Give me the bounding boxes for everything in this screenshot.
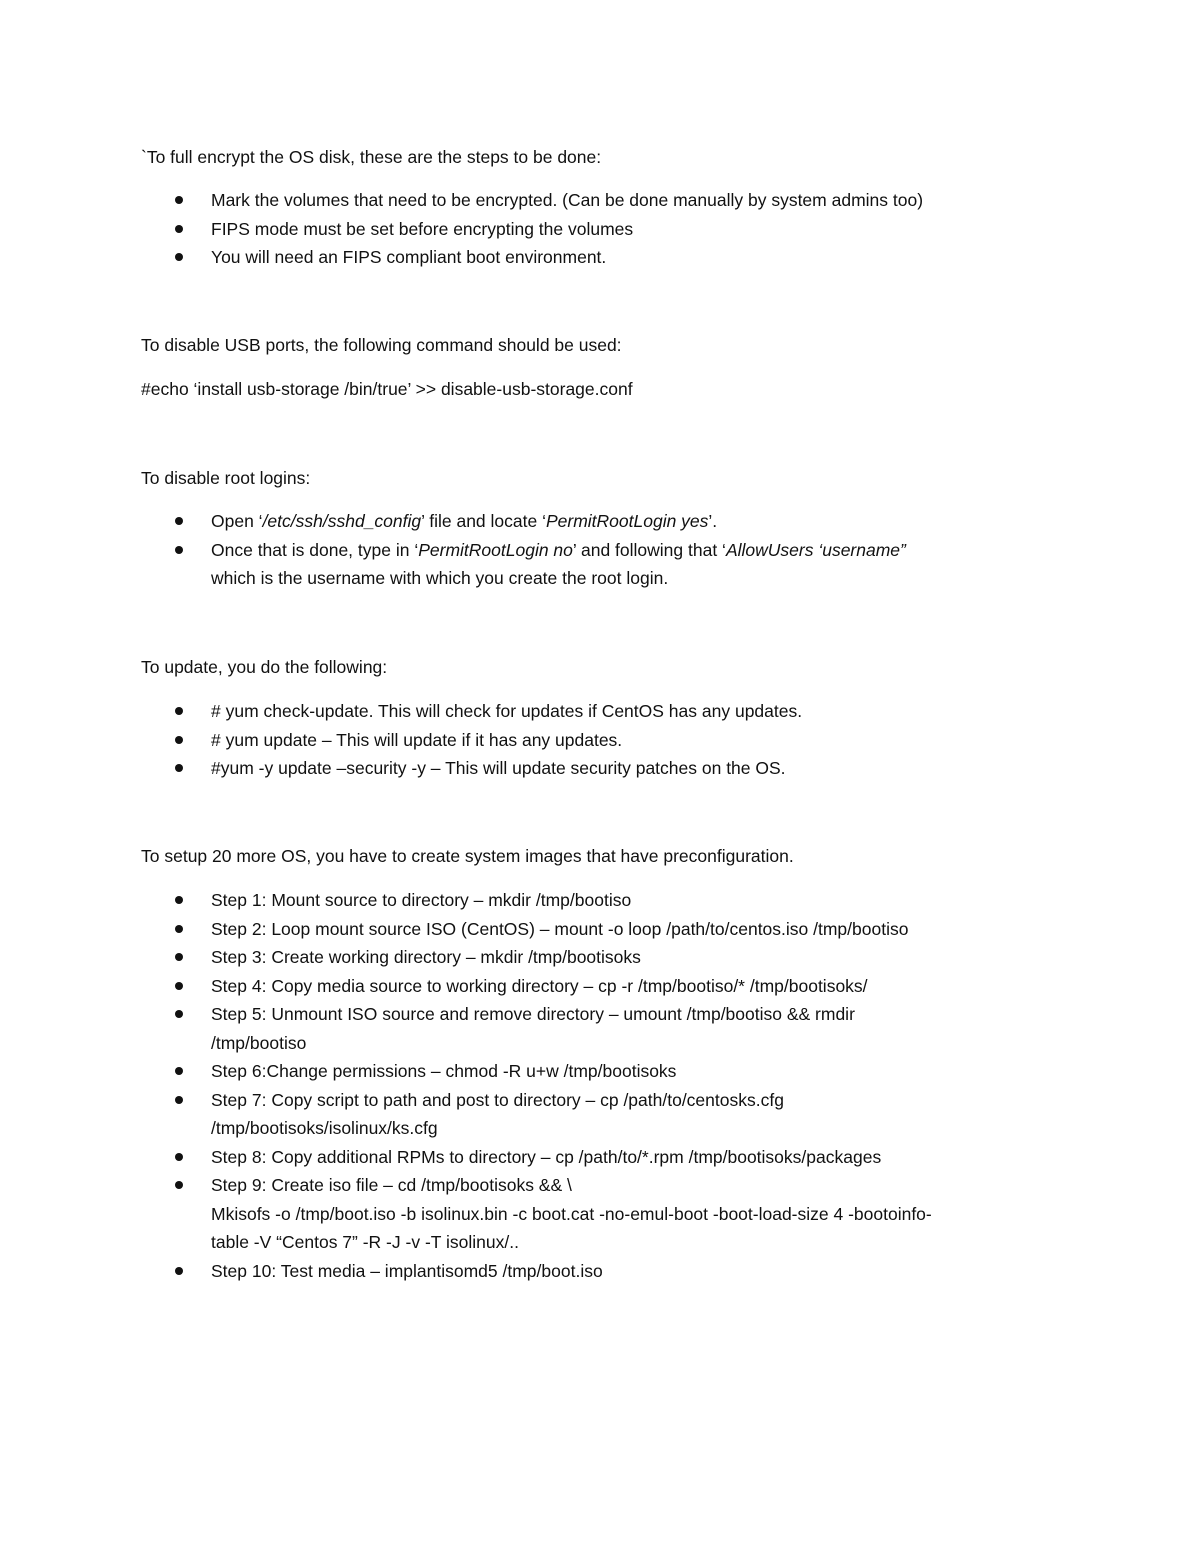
list-item (141, 886, 1071, 915)
step-text: Step 6:Change permissions – chmod -R u+w /tmp/bootisoks (211, 1061, 677, 1081)
bullet-icon (175, 253, 183, 261)
list-item (141, 1086, 1071, 1143)
setup-list (141, 886, 1071, 1285)
setup-intro: To setup 20 more OS, you have to create system images that have preconfiguration. (141, 846, 794, 866)
list-item: Open ‘/etc/ssh/sshd_config’ file and locate ‘PermitRootLogin yes’. (141, 507, 1071, 536)
root-list (141, 507, 1071, 593)
bullet-icon (175, 925, 183, 933)
step-text: table -V “Centos 7” -R -J -v -T isolinux/.. (211, 1232, 519, 1252)
step-text: Step 9: Create iso file – cd /tmp/bootisoks && \ (211, 1175, 572, 1195)
root-intro: To disable root logins: (141, 468, 311, 488)
list-item (141, 1143, 1071, 1172)
update-list (141, 697, 1071, 783)
bullet-icon (175, 1267, 183, 1275)
step-text: Step 2: Loop mount source ISO (CentOS) – mount -o loop /path/to/centos.iso /tmp/bootiso (211, 918, 909, 939)
bullet-icon (175, 982, 183, 990)
bullet-icon (175, 1153, 183, 1161)
list-item (141, 1000, 1071, 1057)
step-text: Step 8: Copy additional RPMs to directory – cp /path/to/*.rpm /tmp/bootisoks/packages (211, 1146, 882, 1167)
step-text: Step 10: Test media – implantisomd5 /tmp/boot.iso (211, 1260, 603, 1281)
step-text: Step 7: Copy script to path and post to directory – cp /path/to/centosks.cfg (211, 1089, 784, 1110)
bullet-icon (175, 1067, 183, 1075)
list-item (141, 943, 1071, 972)
list-item: Mark the volumes that need to be encrypted. (Can be done manually by system admins too) (141, 186, 1071, 215)
step-text: /tmp/bootiso (211, 1032, 307, 1053)
step-text: Step 4: Copy media source to working directory – cp -r /tmp/bootiso/* /tmp/bootisoks/ (211, 975, 868, 996)
list-item (141, 1171, 1071, 1257)
list-item: FIPS mode must be set before encrypting the volumes (141, 215, 1071, 244)
bullet-icon (175, 736, 183, 744)
bullet-icon (175, 225, 183, 233)
list-item: # yum check-update. This will check for updates if CentOS has any updates. (141, 697, 1071, 726)
step-text: /tmp/bootisoks/isolinux/ks.cfg (211, 1118, 438, 1138)
list-item: #yum -y update –security -y – This will update security patches on the OS. (141, 754, 1071, 783)
step-text: Mkisofs -o /tmp/boot.iso -b isolinux.bin -c boot.cat -no-emul-boot -boot-load-size 4 -bootoinfo- (211, 1203, 932, 1224)
usb-command: #echo ‘install usb-storage /bin/true’ >> disable-usb-storage.conf (141, 379, 633, 399)
bullet-icon (175, 1096, 183, 1104)
encrypt-list (141, 186, 1071, 272)
list-item (141, 1257, 1071, 1286)
bullet-icon (175, 1010, 183, 1018)
step-text: Step 5: Unmount ISO source and remove directory – umount /tmp/bootiso && rmdir (211, 1004, 855, 1024)
bullet-icon (175, 953, 183, 961)
step-text: Step 1: Mount source to directory – mkdir /tmp/bootiso (211, 890, 632, 910)
list-item (141, 1057, 1071, 1086)
bullet-icon (175, 517, 183, 525)
list-item (141, 972, 1071, 1001)
bullet-icon (175, 196, 183, 204)
bullet-icon (175, 1181, 183, 1189)
bullet-icon (175, 707, 183, 715)
list-item: You will need an FIPS compliant boot environment. (141, 243, 1071, 272)
encrypt-intro: `To full encrypt the OS disk, these are the steps to be done: (141, 147, 602, 167)
list-item (141, 915, 1071, 944)
step-text: Step 3: Create working directory – mkdir /tmp/bootisoks (211, 947, 641, 967)
list-item: # yum update – This will update if it has any updates. (141, 726, 1071, 755)
list-item: Once that is done, type in ‘PermitRootLogin no’ and following that ‘AllowUsers ‘username” which is the username with which you create the root login. (141, 536, 1071, 593)
bullet-icon (175, 764, 183, 772)
usb-intro: To disable USB ports, the following command should be used: (141, 335, 622, 355)
bullet-icon (175, 896, 183, 904)
update-intro: To update, you do the following: (141, 657, 388, 677)
bullet-icon (175, 546, 183, 554)
